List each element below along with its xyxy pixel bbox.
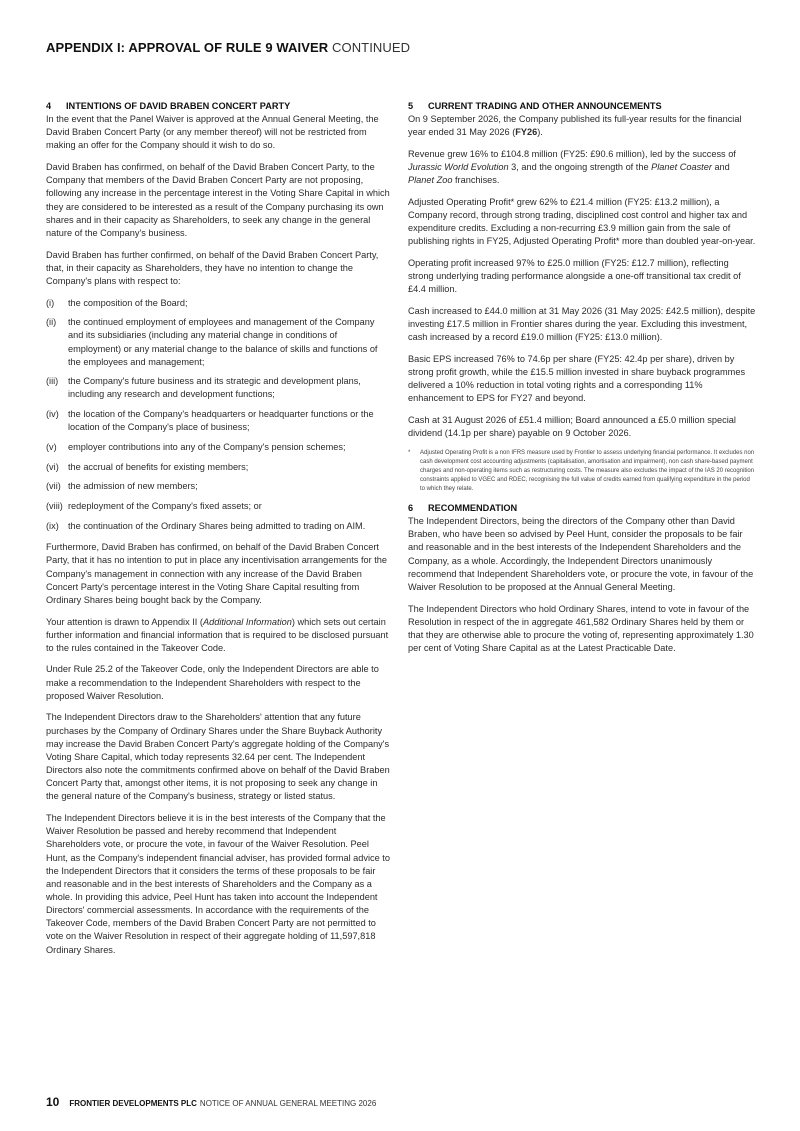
list-item xyxy=(46,297,391,310)
list-item xyxy=(46,316,391,369)
list-text: the composition of the Board; xyxy=(68,297,188,308)
text-run: ). xyxy=(537,127,543,138)
text-run: ) which sets out certain further information and financial information that is required to be disclosed pursuant to the rules contained in the Takeover Code. xyxy=(46,616,389,653)
document-title: NOTICE OF ANNUAL GENERAL MEETING 2026 xyxy=(199,1099,377,1108)
section-5-paragraph-7: Cash at 31 August 2026 of £51.4 million; Board announced a £5.0 million special dividend (14.1p per share) payable on 9 October 2026. xyxy=(408,415,736,439)
list-marker: (ix) xyxy=(46,520,59,531)
footnote-text: Adjusted Operating Profit is a non IFRS measure used by Frontier to assess underlying financial performance. It excludes non cash development cost accounting adjustments (capitalisation, amortisation and impairment), non cash share-based payment charges and non-operating items such as restructuring costs. The measure also excludes the impact of the IAS 20 recognition constraints applied to VGEC and RDEC, recognising the full value of credits earned from qualifying expenditure in the period to which they relate. xyxy=(420,449,755,492)
list-marker: (viii) xyxy=(46,500,63,511)
section-6-number: 6 xyxy=(408,502,414,513)
section-4-paragraph-1: In the event that the Panel Waiver is approved at the Annual General Meeting, the David Braben Concert Party (or any member thereof) will not be restricted from making an offer for the Company should it wish to do so. xyxy=(46,114,379,151)
footnote-marker: * xyxy=(408,449,411,456)
section-5-paragraph-3: Adjusted Operating Profit* grew 62% to £21.4 million (FY25: £13.2 million), a Company record, through strong trading, disciplined cost control and higher tax and expenditure credits. Excluding a non-recurring £3.9 million gain from the sale of publishing rights in FY25, Adjusted Operating Profit* more than doubled year-on-year. xyxy=(408,196,756,247)
list-text: the location of the Company's headquarters or headquarter functions or the location of the Company's place of business; xyxy=(68,409,374,433)
appendix-reference: Additional Information xyxy=(202,616,292,627)
section-5-paragraph-6: Basic EPS increased 76% to 74.6p per share (FY25: 42.4p per share), driven by strong profit growth, while the £15.5 million invested in share buyback programmes delivered a 10% reduction in total voting rights and a corresponding 11% enhancement to EPS for FY27 and beyond. xyxy=(408,354,746,404)
section-5-paragraph-5: Cash increased to £44.0 million at 31 May 2026 (31 May 2025: £42.5 million), despite investing £17.5 million in Frontier shares during the year. Excluding this investment, cash increased by a record £19.0 million (FY25: £13.0 million). xyxy=(408,306,756,343)
section-6-heading xyxy=(408,502,756,515)
list-item xyxy=(46,500,391,513)
page-number: 10 xyxy=(46,1095,60,1109)
section-5-paragraph-4: Operating profit increased 97% to £25.0 million (FY25: £12.7 million), reflecting strong underlying trading performance alongside a one-off transitional tax credit of £4.4 million. xyxy=(408,258,741,295)
list-marker: (iii) xyxy=(46,376,59,387)
game-title: Jurassic World Evolution xyxy=(408,162,509,173)
left-column xyxy=(46,100,391,965)
section-5-number: 5 xyxy=(408,101,414,111)
list-text: the continued employment of employees and management of the Company and its subsidiaries (including any material change in conditions of employment) or any material change to the balance of skills and functions of the employees and management; xyxy=(68,317,378,367)
list-marker: (ii) xyxy=(46,317,57,328)
list-text: the continuation of the Ordinary Shares being admitted to trading on AIM. xyxy=(68,520,366,531)
section-4-paragraph-4: Furthermore, David Braben has confirmed, on behalf of the David Braben Concert Party, that it has no intention to put in place any incentivisation arrangements for the Company's management in connection with any increase of the David Braben Concert Party's percentage interest in the Voting Share Capital resulting from Ordinary Shares being bought back by the Company. xyxy=(46,542,387,605)
section-4-number: 4 xyxy=(46,101,52,111)
header-continued: CONTINUED xyxy=(328,40,411,55)
section-4-paragraph-8: The Independent Directors believe it is in the best interests of the Company that the Waiver Resolution be passed and hereby recommend that Independent Shareholders vote, or procure the vote, in favour of the Waiver Resolution. Peel Hunt, as the Company's independent financial adviser, has provided formal advice to the Independent Directors that it considers the terms of these proposals to be fair and reasonable and in the best interests of Shareholders and the Company as a whole. In providing this advice, Peel Hunt has taken into account the Independent Directors' commercial assessments. In accordance with the requirements of the Takeover Code, members of the David Braben Concert Party are not permitted to vote on the Waiver Resolution in respect of their aggregate holding of 11,597,818 Ordinary Shares. xyxy=(46,813,390,955)
list-text: redeployment of the Company's fixed assets; or xyxy=(68,500,262,511)
text-run: franchises. xyxy=(452,175,500,186)
game-title: Planet Coaster xyxy=(651,162,712,173)
list-item xyxy=(46,520,391,533)
list-item xyxy=(46,461,391,474)
fy26-label: FY26 xyxy=(515,127,538,138)
page-header xyxy=(46,40,410,55)
section-6-paragraph-1: The Independent Directors, being the directors of the Company other than David Braben, who have been so advised by Peel Hunt, consider the proposals to be fair and reasonable and in the best interests of the Independent Shareholders and the Company, as a whole. Accordingly, the Independent Directors unanimously recommend that Independent Shareholders vote, or procure the vote, in favour of the Waiver Resolution to be proposed at the Annual General Meeting. xyxy=(408,516,754,592)
text-run: Your attention is drawn to Appendix II ( xyxy=(46,616,203,627)
text-run: Revenue grew 16% to £104.8 million (FY25: £90.6 million), led by the success of xyxy=(408,148,736,159)
text-run: On 9 September 2026, the Company published its full-year results for the financial year ended 31 May 2026 ( xyxy=(408,114,742,138)
section-5-heading xyxy=(408,100,756,113)
section-5-title: CURRENT TRADING AND OTHER ANNOUNCEMENTS xyxy=(428,101,662,111)
list-text: the Company's future business and its strategic and development plans, including any research and development functions; xyxy=(68,376,361,400)
list-item xyxy=(46,480,391,493)
list-marker: (vii) xyxy=(46,481,61,492)
list-marker: (vi) xyxy=(46,461,59,472)
list-marker: (i) xyxy=(46,297,55,308)
section-4-paragraph-5 xyxy=(46,616,391,655)
list-text: employer contributions into any of the Company's pension schemes; xyxy=(68,441,346,452)
list-text: the accrual of benefits for existing members; xyxy=(68,461,249,472)
section-5-paragraph-1 xyxy=(408,113,756,139)
page-footer xyxy=(46,1095,376,1109)
right-column xyxy=(408,100,756,664)
section-5-paragraph-2 xyxy=(408,148,756,187)
section-4-paragraph-2: David Braben has confirmed, on behalf of the David Braben Concert Party, to the Company that members of the David Braben Concert Party are not proposing, following any increase in the percentage interest in the Voting Share Capital in which they are considered to be interested as a result of the Company purchasing its own shares and in their capacity as Shareholders, to seek any change in the general nature of the Company's business. xyxy=(46,162,390,238)
list-item xyxy=(46,408,391,434)
list-marker: (iv) xyxy=(46,409,59,420)
list-marker: (v) xyxy=(46,441,57,452)
section-4-title: INTENTIONS OF DAVID BRABEN CONCERT PARTY xyxy=(66,101,291,111)
footnote xyxy=(408,449,756,494)
section-6-paragraph-2: The Independent Directors who hold Ordinary Shares, intend to vote in favour of the Resolution in respect of the in aggregate 461,582 Ordinary Shares held by them or that they are otherwise able to procure the voting of, representing approximately 1.30 per cent of Voting Share Capital as at the Latest Practicable Date. xyxy=(408,603,754,653)
company-name: FRONTIER DEVELOPMENTS PLC xyxy=(69,1099,197,1108)
list-text: the admission of new members; xyxy=(68,481,198,492)
section-4-paragraph-3: David Braben has further confirmed, on behalf of the David Braben Concert Party, that, in their capacity as Shareholders, they have no intention to change the Company's plans with respect to: xyxy=(46,249,379,286)
section-6-title: RECOMMENDATION xyxy=(428,502,518,513)
list-item xyxy=(46,375,391,401)
list-item xyxy=(46,441,391,454)
header-title: APPENDIX I: APPROVAL OF RULE 9 WAIVER xyxy=(46,40,329,55)
game-title: Planet Zoo xyxy=(408,175,453,186)
text-run: 3, and the ongoing strength of the xyxy=(508,162,652,173)
section-4-heading xyxy=(46,100,391,113)
section-4-paragraph-7: The Independent Directors draw to the Shareholders' attention that any future purchases by the Company of Ordinary Shares under the Share Buyback Authority may increase the David Braben Concert Party's aggregate holding of the Company's Voting Share Capital, which today represents 32.64 per cent. The Independent Directors also note the commitments confirmed above on behalf of the David Braben Concert Party that, amongst other items, it is not proposing to seek any change in the general nature of the Company's business, strategy or listed status. xyxy=(46,712,390,802)
text-run: and xyxy=(711,162,730,173)
section-4-paragraph-6: Under Rule 25.2 of the Takeover Code, only the Independent Directors are able to make a recommendation to the Independent Shareholders with respect to the proposed Waiver Resolution. xyxy=(46,664,379,701)
plans-list xyxy=(46,297,391,533)
